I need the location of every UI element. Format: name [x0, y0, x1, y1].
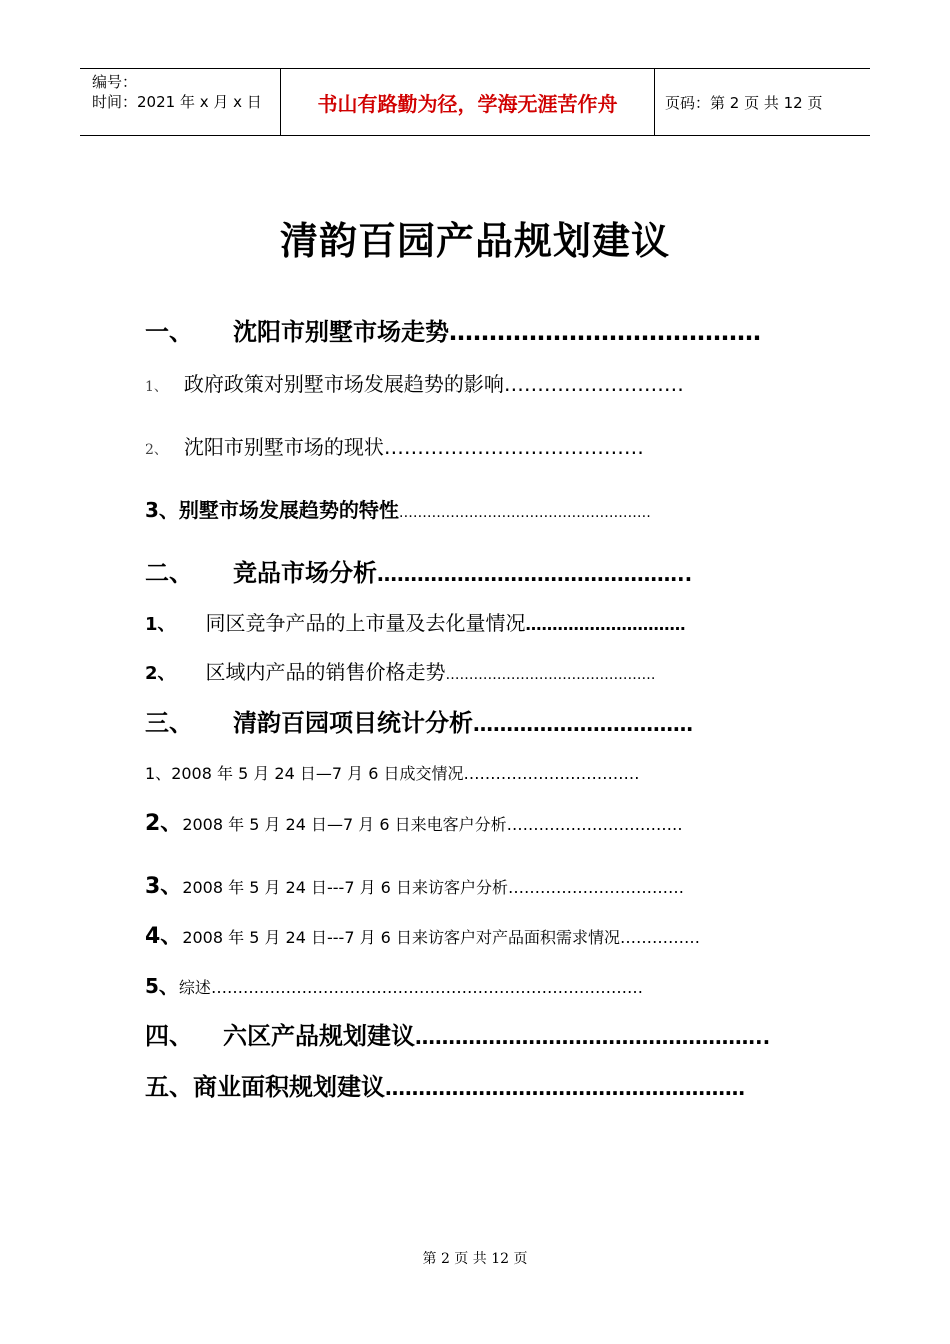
toc-entry[interactable]	[145, 976, 643, 996]
toc-entry[interactable]	[145, 613, 686, 634]
toc-text: 同区竞争产品的上市量及去化量情况	[205, 611, 526, 635]
toc-text: 2008 年 5 月 24 日—7 月 6 日来电客户分析	[182, 815, 507, 834]
toc-entry[interactable]	[145, 500, 651, 520]
toc-entry[interactable]	[145, 876, 684, 898]
toc-entry[interactable]	[145, 561, 692, 585]
header-info-cell	[80, 69, 281, 135]
toc-entry[interactable]	[145, 813, 683, 835]
toc-entry[interactable]	[145, 374, 684, 394]
toc-dots: ………………………………………..	[377, 562, 693, 586]
toc-dots: ……………………………	[506, 815, 683, 834]
toc-number: 2、	[145, 811, 183, 836]
toc-dots: …………………………	[525, 615, 686, 634]
toc-text: 政府政策对别墅市场发展趋势的影响	[183, 372, 504, 396]
toc-dots: …………………………………	[449, 318, 761, 346]
toc-dots: ……………	[619, 928, 700, 947]
toc-dots: ……………………………	[463, 764, 640, 783]
toc-number: 2、	[145, 663, 176, 684]
document-header	[80, 68, 870, 136]
toc-entry[interactable]	[145, 711, 693, 735]
toc-entry[interactable]	[145, 1075, 745, 1099]
toc-entry[interactable]	[145, 766, 640, 782]
toc-dots: ………………………	[503, 372, 684, 396]
toc-number: 1、	[145, 379, 168, 395]
toc-text: 2008 年 5 月 24 日—7 月 6 日成交情况	[171, 764, 464, 783]
toc-entry[interactable]	[145, 926, 700, 948]
header-motto: 书山有路勤为径，学海无涯苦作舟	[281, 69, 655, 135]
toc-number: 4、	[145, 924, 183, 949]
toc-text: 区域内产品的销售价格走势	[205, 660, 446, 684]
toc-text: 综述	[178, 978, 211, 997]
toc-text: 六区产品规划建议	[223, 1022, 415, 1050]
toc-number: 3、	[145, 874, 183, 899]
toc-dots: ………………………………………………	[398, 505, 651, 521]
toc-text: 2008 年 5 月 24 日---7 月 6 日来访客户对产品面积需求情况	[182, 928, 620, 947]
toc-dots: ………………………………………………	[385, 1076, 745, 1100]
toc-number: 一、	[145, 318, 193, 346]
toc-number: 二、	[145, 559, 193, 587]
toc-number: 3、	[145, 498, 179, 522]
document-title: 清韵百园产品规划建议	[279, 219, 670, 263]
toc-entry[interactable]	[145, 437, 644, 457]
toc-dots: ………………………………………………………………………	[210, 978, 643, 997]
page-footer: 第 2 页 共 12 页	[422, 1251, 528, 1267]
toc-dots: ……………………………	[507, 878, 684, 897]
toc-entry[interactable]	[145, 662, 656, 683]
header-time-label: 时间：2021 年 x 月 x 日	[92, 93, 262, 111]
toc-number: 五、	[145, 1073, 193, 1101]
toc-text: 竞品市场分析	[233, 559, 377, 587]
toc-text: 商业面积规划建议	[193, 1073, 385, 1101]
toc-text: 别墅市场发展趋势的特性	[178, 498, 399, 522]
toc-dots: ……………………………………………..	[415, 1025, 771, 1049]
header-page-info: 页码：第 2 页 共 12 页	[665, 93, 823, 112]
toc-entry[interactable]	[145, 1024, 770, 1048]
toc-number: 2、	[145, 442, 168, 458]
toc-dots: …………………………………	[383, 435, 644, 459]
toc-number: 5、	[145, 974, 179, 998]
header-number-label: 编号：	[92, 73, 138, 91]
toc-number: 1、	[145, 614, 176, 635]
toc-number: 三、	[145, 709, 193, 737]
toc-number: 四、	[145, 1022, 193, 1050]
toc-number: 1、	[145, 764, 172, 783]
toc-text: 清韵百园项目统计分析	[233, 709, 473, 737]
toc-text: 沈阳市别墅市场走势	[233, 318, 449, 346]
toc-text: 2008 年 5 月 24 日---7 月 6 日来访客户分析	[182, 878, 508, 897]
toc-entry[interactable]	[145, 320, 761, 344]
toc-dots: ………………………………………	[445, 667, 656, 683]
toc-text: 沈阳市别墅市场的现状	[183, 435, 384, 459]
toc-dots: ……………………………	[473, 712, 693, 736]
